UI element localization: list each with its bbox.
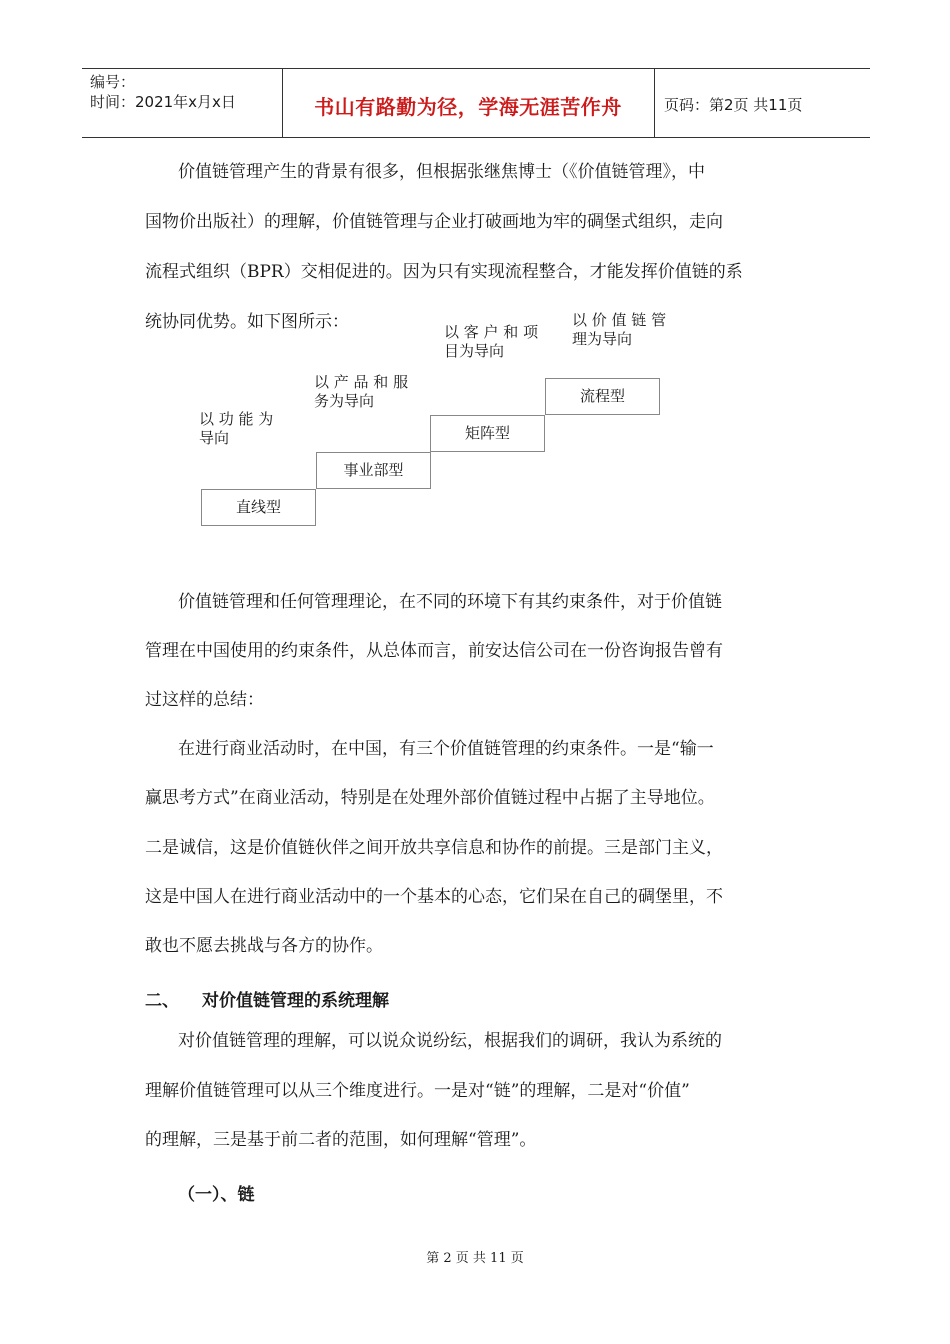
- paragraph-line: 流程式组织（BPR）交相促进的。因为只有实现流程整合，才能发挥价值链的系: [145, 262, 743, 282]
- paragraph-line: 价值链管理产生的背景有很多，但根据张继焦博士（《价值链管理》，中: [178, 162, 705, 182]
- time-label: 时间：2021年x月x日: [90, 93, 236, 111]
- box-matrix: 矩阵型: [430, 415, 545, 452]
- paragraph-line: 国物价出版社）的理解，价值链管理与企业打破画地为牢的碉堡式组织，走向: [145, 212, 723, 232]
- code-label: 编号：: [90, 73, 136, 91]
- subsection-heading: （一）、链: [178, 1185, 255, 1205]
- paragraph-line: 理解价值链管理可以从三个维度进行。一是对“链”的理解，二是对“价值”: [145, 1081, 690, 1101]
- paragraph-line: 统协同优势。如下图所示：: [145, 312, 349, 332]
- paragraph-line: 在进行商业活动时，在中国，有三个价值链管理的约束条件。一是“输一: [178, 739, 714, 759]
- label-value-chain-oriented: 以 价 值 链 管 理为导向: [572, 311, 667, 348]
- box-process: 流程型: [545, 378, 660, 415]
- motto: 书山有路勤为径，学海无涯苦作舟: [314, 95, 622, 119]
- paragraph-line: 过这样的总结：: [145, 690, 264, 710]
- paragraph-line: 这是中国人在进行商业活动中的一个基本的心态，它们呆在自己的碉堡里，不: [145, 887, 723, 907]
- paragraph-line: 管理在中国使用的约束条件，从总体而言，前安达信公司在一份咨询报告曾有: [145, 641, 723, 661]
- box-division: 事业部型: [316, 452, 431, 489]
- page-header: [82, 68, 870, 138]
- section-number: 二、: [145, 991, 179, 1011]
- header-motto-cell: [282, 69, 655, 137]
- box-linear: 直线型: [201, 489, 316, 526]
- page-label: 页码：第2页 共11页: [664, 96, 803, 114]
- section-heading: 对价值链管理的系统理解: [202, 991, 389, 1011]
- paragraph-line: 价值链管理和任何管理理论，在不同的环境下有其约束条件，对于价值链: [178, 592, 722, 612]
- paragraph-line: 敢也不愿去挑战与各方的协作。: [145, 936, 383, 956]
- paragraph-line: 的理解，三是基于前二者的范围，如何理解“管理”。: [145, 1130, 537, 1150]
- header-meta-cell: [82, 69, 283, 137]
- label-customer-oriented: 以 客 户 和 项 目为导向: [444, 323, 539, 360]
- paragraph-line: 二是诚信，这是价值链伙伴之间开放共享信息和协作的前提。三是部门主义，: [145, 838, 723, 858]
- paragraph-line: 对价值链管理的理解，可以说众说纷纭，根据我们的调研，我认为系统的: [178, 1031, 722, 1051]
- paragraph-line: 赢思考方式”在商业活动，特别是在处理外部价值链过程中占据了主导地位。: [145, 788, 715, 808]
- label-function-oriented: 以 功 能 为 导向: [199, 410, 274, 447]
- page-footer: 第 2 页 共 11 页: [426, 1251, 524, 1266]
- header-page-cell: [654, 69, 870, 137]
- label-product-oriented: 以 产 品 和 服 务为导向: [314, 373, 409, 410]
